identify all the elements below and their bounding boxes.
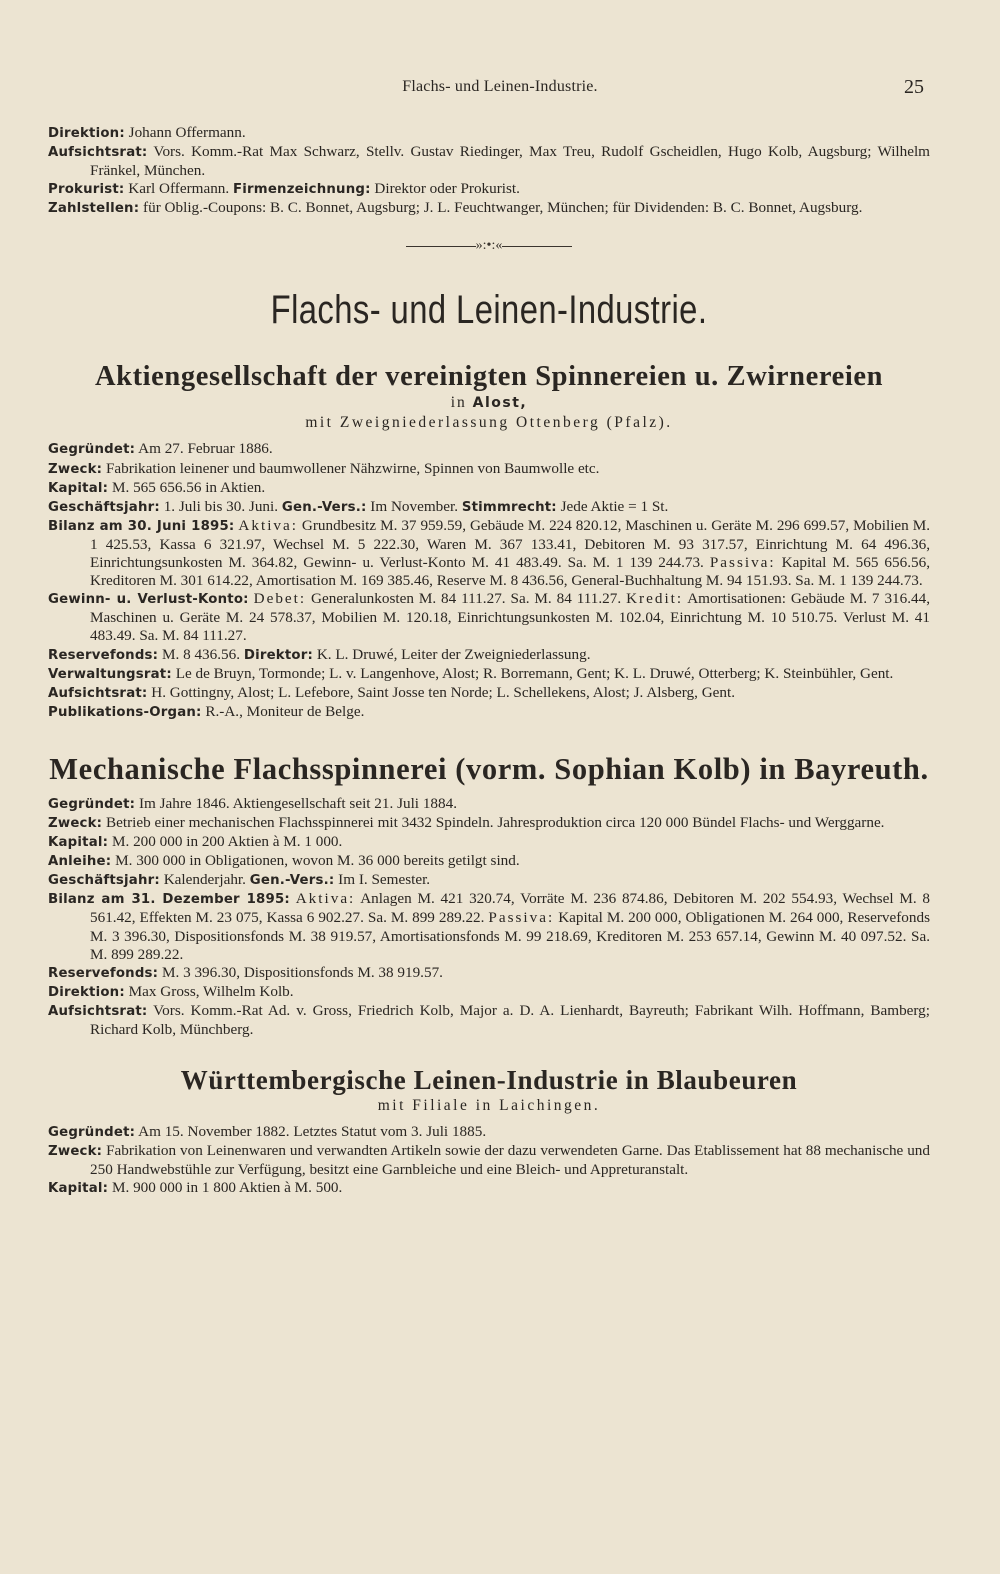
- co3-gegruendet: Gegründet: Am 15. November 1882. Letztes Statut vom 3. Juli 1885.: [48, 1123, 487, 1141]
- top-zahlstellen: [48, 199, 930, 218]
- text: Direktor oder Prokurist.: [370, 180, 520, 198]
- label: Firmenzeichnung:: [232, 182, 371, 198]
- co3-title: Württembergische Leinen-Industrie in Blaubeuren: [180, 1065, 798, 1096]
- co2-zweck: Zweck: Betrieb einer mechanischen Flachsspinnerei mit 3432 Spindeln. Jahresproduktion circa 120 000 Bündel Flachs- und Werggarne.: [48, 813, 885, 831]
- co2-reservefonds: Reservefonds: M. 3 396.30, Dispositionsfonds M. 38 919.57.: [48, 963, 443, 981]
- co1-aufsichtsrat: Aufsichtsrat: H. Gottingny, Alost; L. Lefebore, Saint Josse ten Norde; L. Schellekens, Alost; J. Alsberg, Gent.: [48, 683, 736, 701]
- ornament-glyph: »:•:«: [475, 238, 503, 254]
- co1-publikation: Publikations-Organ: R.-A., Moniteur de Belge.: [48, 702, 365, 720]
- text: Johann Offermann.: [124, 124, 246, 141]
- section-title: Flachs- und Leinen-Industrie.: [270, 288, 708, 333]
- co2-bilanz: Bilanz am 31. Dezember 1895: Aktiva: Anlagen M. 421 320.74, Vorräte M. 236 874.86, Debitoren M. 202 554.93, Wechsel M. 8 561.42, Effekten M. 23 075, Kassa 6 902.27. Sa. M. 899 289.22. Passiva: Kapital M. 200 000, Obligationen M. 264 000, Reservefonds M. 3 396.30, Dispositionsfonds M. 38 919.57, Amortisationsfonds M. 99 218.69, Kreditoren M. 253 657.14, Gewinn M. 40 097.52. Sa. M. 899 289.22.: [48, 890, 930, 963]
- co1-subtitle-2: mit Zweigniederlassung Ottenberg (Pfalz).: [305, 414, 673, 432]
- divider-ornament: [48, 238, 930, 254]
- co2-anleihe: Anleihe: M. 300 000 in Obligationen, wovon M. 36 000 bereits getilgt sind.: [48, 852, 520, 870]
- page-content: [48, 124, 930, 1198]
- co3-kapital: Kapital: M. 900 000 in 1 800 Aktien à M. 500.: [48, 1179, 343, 1197]
- text: für Oblig.-Coupons: B. C. Bonnet, Augsburg; J. L. Feuchtwanger, München; für Dividenden: B. C. Bonnet, Augsburg.: [139, 199, 863, 217]
- label: Prokurist:: [48, 182, 125, 198]
- co3-subtitle: mit Filiale in Laichingen.: [377, 1097, 601, 1115]
- co1-gewinn-verlust: Gewinn- u. Verlust-Konto: Debet: Generalunkosten M. 84 111.27. Sa. M. 84 111.27. Kredit: Amortisationen: Gebäude M. 7 316.44, Maschinen u. Geräte M. 24 578.37, Mobilien M. 120.18, Einrichtungsunkosten M. 102.04, Einrichtung M. 10 510.75. Verlust M. 41 483.49. Sa. M. 84 111.27.: [48, 590, 931, 645]
- co1-geschaeftsjahr: Geschäftsjahr: 1. Juli bis 30. Juni. Gen.-Vers.: Im November. Stimmrecht: Jede Aktie = 1 St.: [48, 497, 669, 515]
- top-direktion: [48, 124, 930, 143]
- co1-zweck: Zweck: Fabrikation leinener und baumwollener Nähzwirne, Spinnen von Baumwolle etc.: [48, 459, 600, 477]
- label: Aufsichtsrat:: [48, 145, 148, 161]
- co1-reservefonds: Reservefonds: M. 8 436.56. Direktor: K. L. Druwé, Leiter der Zweigniederlassung.: [48, 645, 591, 663]
- top-prokurist: [48, 180, 930, 199]
- co1-gegruendet: Gegründet: Am 27. Februar 1886.: [48, 440, 273, 458]
- top-aufsichtsrat: [48, 143, 930, 180]
- running-title: Flachs- und Leinen-Industrie.: [402, 78, 598, 95]
- text: Karl Offermann.: [124, 180, 233, 198]
- text: Vors. Komm.-Rat Max Schwarz, Stellv. Gustav Riedinger, Max Treu, Rudolf Gscheidlen, Hugo Kolb, Augsburg; Wilhelm Fränkel, München.: [90, 143, 930, 180]
- co1-subtitle-1: in Alost,: [450, 394, 528, 412]
- label: Direktion:: [48, 126, 125, 141]
- co1-title: Aktiengesellschaft der vereinigten Spinnereien u. Zwirnereien: [94, 361, 884, 393]
- co1-verwaltungsrat: Verwaltungsrat: Le de Bruyn, Tormonde; L. v. Langenhove, Alost; R. Borremann, Gent; K. L. Druwé, Otterberg; K. Steinbühler, Gent.: [48, 664, 894, 682]
- co2-geschaeftsjahr: Geschäftsjahr: Kalenderjahr. Gen.-Vers.: Im I. Semester.: [48, 871, 431, 889]
- page-number: 25: [904, 76, 924, 98]
- co3-zweck: Zweck: Fabrikation von Leinenwaren und verwandten Artikeln sowie der dazu verwendeten Garne. Das Etablissement hat 88 mechanische und 250 Handwebstühle zur Verfügung, besitzt eine Garnbleiche und eine Bleich- und Appreturanstalt.: [48, 1142, 930, 1179]
- co2-title: Mechanische Flachsspinnerei (vorm. Sophian Kolb) in Bayreuth.: [49, 751, 929, 786]
- label: Zahlstellen:: [48, 201, 140, 217]
- co2-gegruendet: Gegründet: Im Jahre 1846. Aktiengesellschaft seit 21. Juli 1884.: [48, 794, 457, 812]
- running-header: [0, 78, 1000, 102]
- co1-bilanz: Bilanz am 30. Juni 1895: Aktiva: Grundbesitz M. 37 959.59, Gebäude M. 224 820.12, Maschinen u. Geräte M. 296 699.57, Mobilien M. 1 425.53, Kassa 6 321.97, Wechsel M. 5 222.30, Waren M. 367 133.41, Debitoren M. 93 317.57, Einrichtung M. 64 496.36, Einrichtungsunkosten M. 364.82, Gewinn- u. Verlust-Konto M. 41 483.49. Sa. M. 1 139 244.73. Passiva: Kapital M. 565 656.56, Kreditoren M. 301 614.22, Amortisation M. 169 385.46, Reserve M. 8 436.56, General-Buchhaltung M. 94 151.93. Sa. M. 1 139 244.73.: [48, 516, 930, 590]
- co2-kapital: Kapital: M. 200 000 in 200 Aktien à M. 1 000.: [48, 833, 343, 851]
- co2-direktion: Direktion: Max Gross, Wilhelm Kolb.: [48, 982, 294, 1000]
- co2-aufsichtsrat: Aufsichtsrat: Vors. Komm.-Rat Ad. v. Gross, Friedrich Kolb, Major a. D. A. Lienhardt, Bayreuth; Fabrikant Wilh. Hoffmann, Bamberg; Richard Kolb, Münchberg.: [48, 1001, 930, 1038]
- co1-kapital: Kapital: M. 565 656.56 in Aktien.: [48, 478, 266, 496]
